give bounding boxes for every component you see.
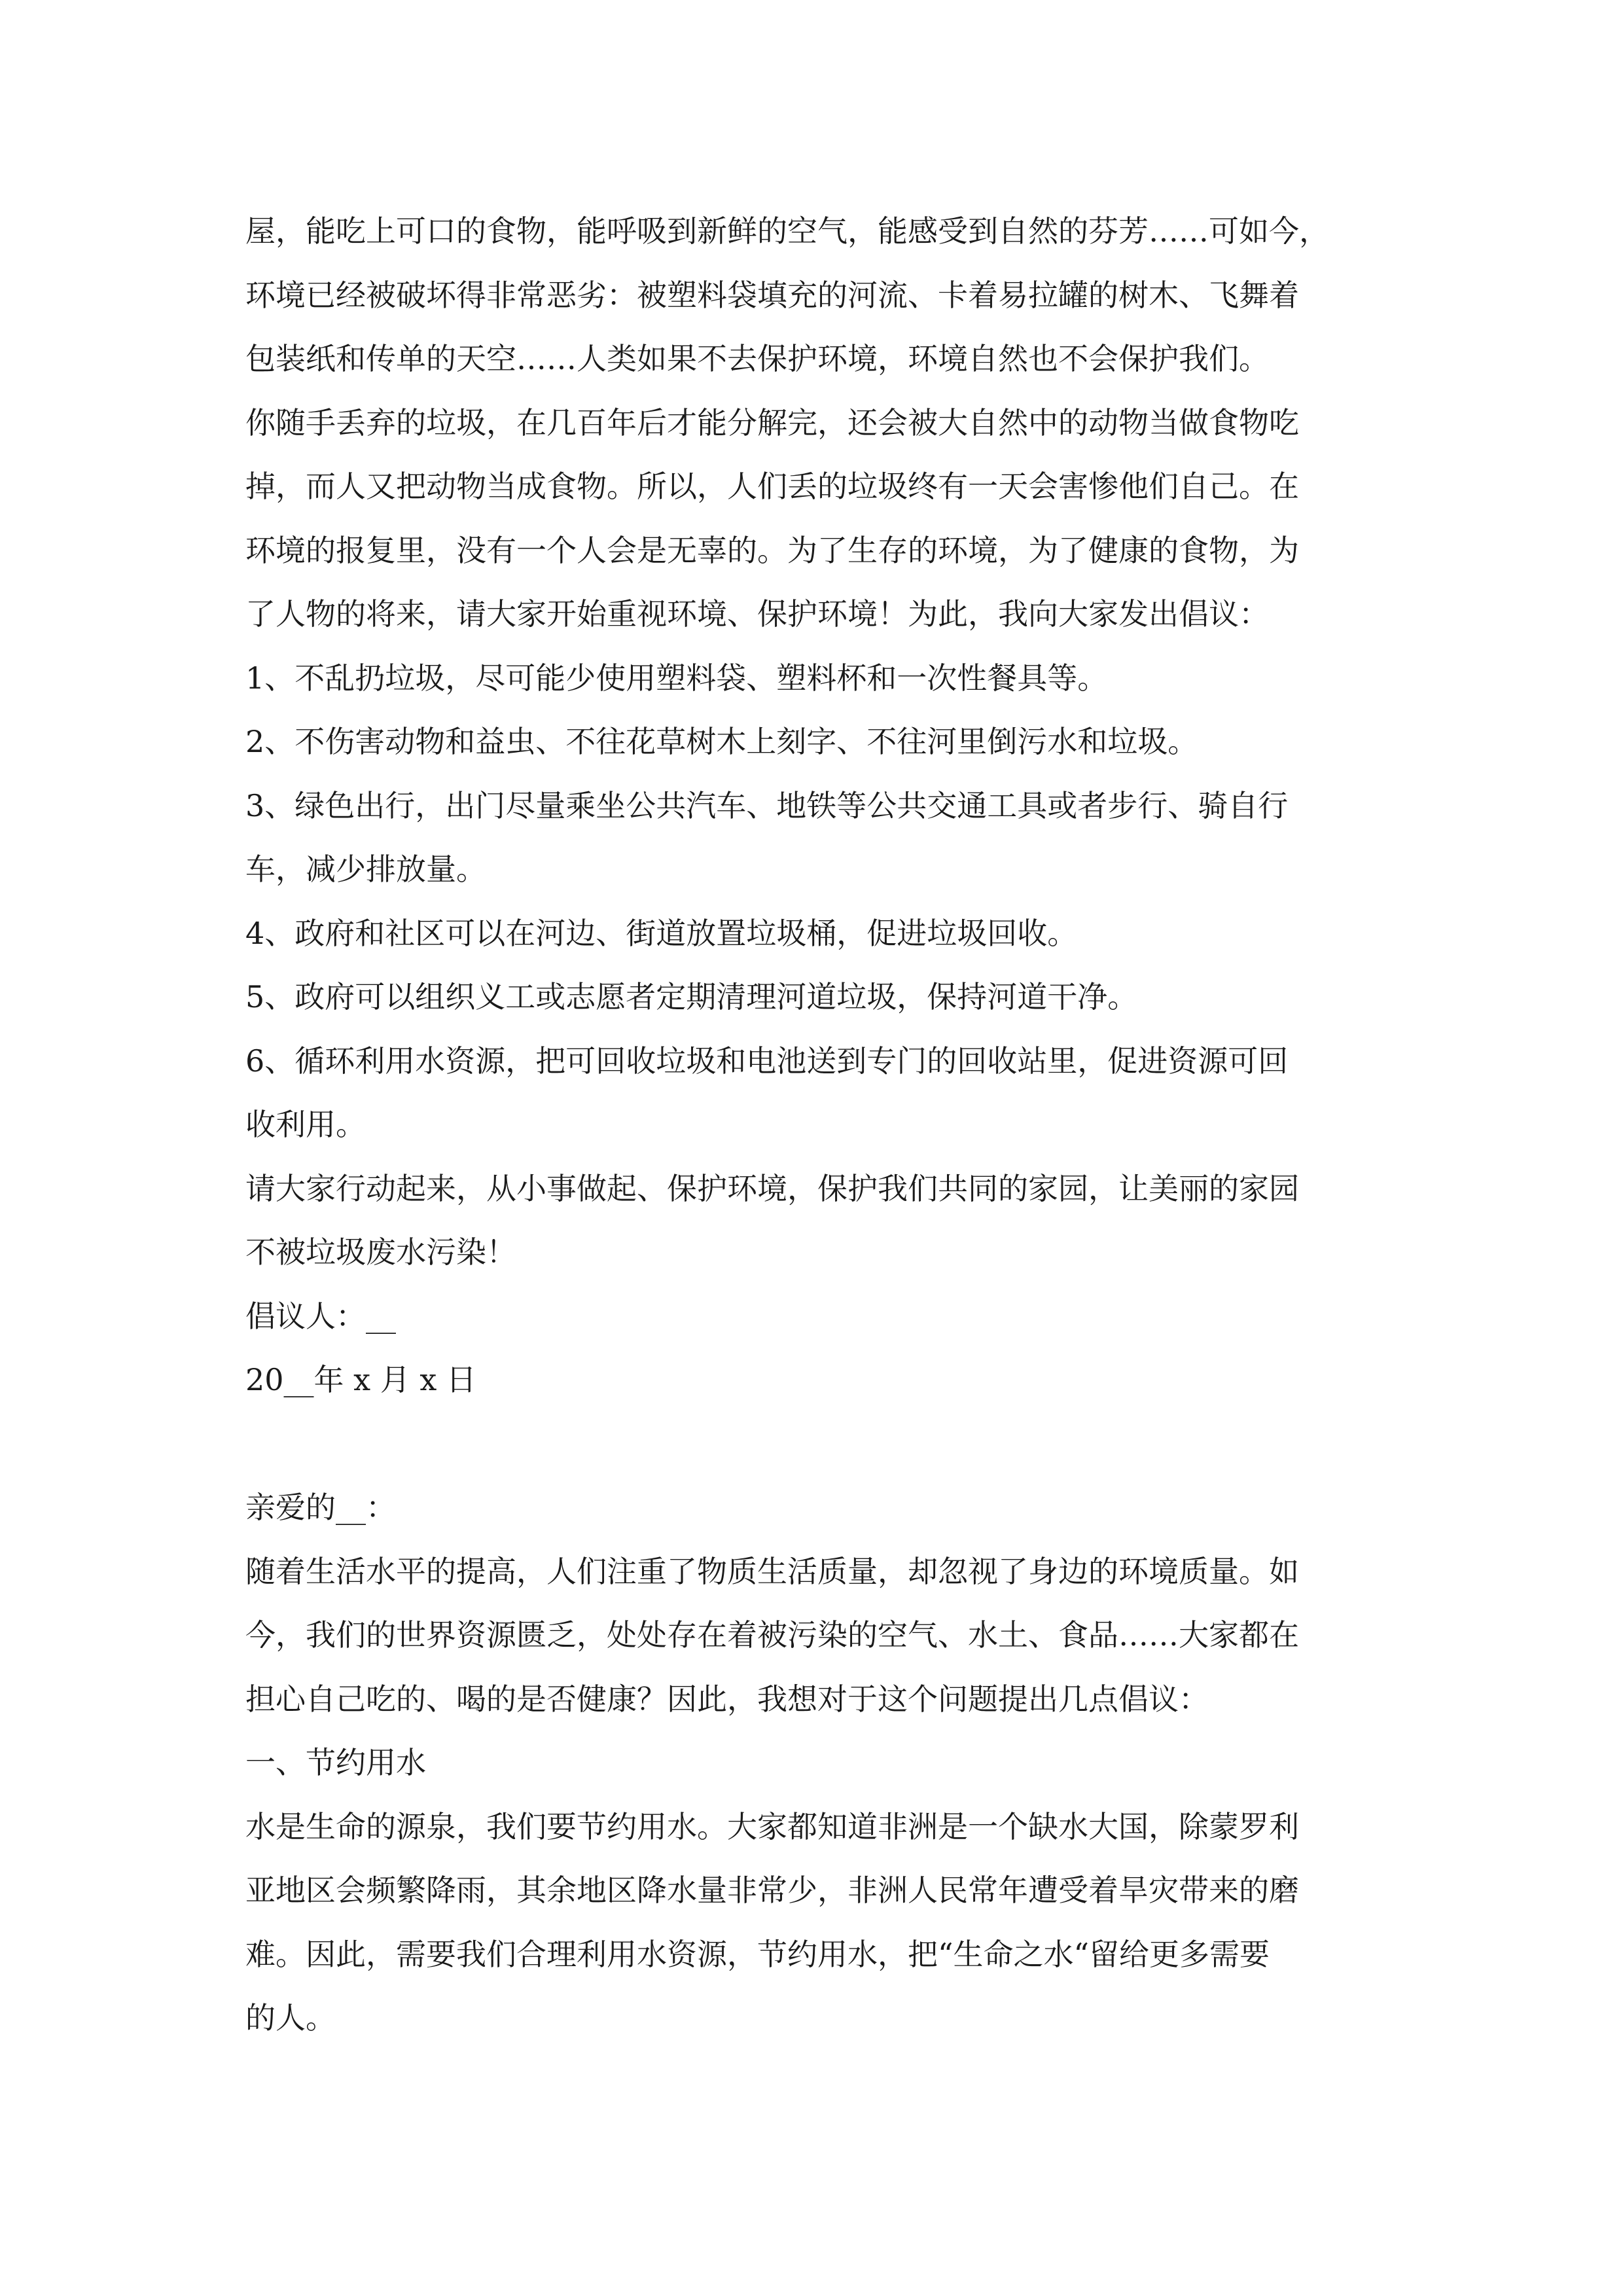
list-item-continuation: 收利用。 (245, 1107, 366, 1142)
text-line: 的人。 (245, 2000, 336, 2036)
text-line: 请大家行动起来，从小事做起、保护环境，保护我们共同的家园，让美丽的家园 (245, 1170, 1299, 1206)
text-line: 随着生活水平的提高，人们注重了物质生活质量，却忽视了身边的环境质量。如 (245, 1553, 1299, 1589)
date-line: 20__年 x 月 x 日 (245, 1362, 476, 1397)
list-item: 3、绿色出行，出门尽量乘坐公共汽车、地铁等公共交通工具或者步行、骑自行 (245, 787, 1289, 823)
section-heading: 一、节约用水 (245, 1745, 426, 1780)
text-line: 不被垃圾废水污染！ (245, 1234, 516, 1270)
text-line: 环境已经被破坏得非常恶劣：被塑料袋填充的河流、卡着易拉罐的树木、飞舞着 (245, 277, 1299, 313)
document-body (245, 200, 1430, 2051)
text-line: 环境的报复里，没有一个人会是无辜的。为了生存的环境，为了健康的食物，为 (245, 532, 1299, 568)
text-line: 担心自己吃的、喝的是否健康？因此，我想对于这个问题提出几点倡议： (245, 1681, 1209, 1717)
text-line: 水是生命的源泉，我们要节约用水。大家都知道非洲是一个缺水大国，除蒙罗利 (245, 1808, 1299, 1844)
blank-line (245, 1412, 1430, 1477)
list-item-continuation: 车，减少排放量。 (245, 852, 486, 887)
text-line: 屋，能吃上可口的食物，能呼吸到新鲜的空气，能感受到自然的芬芳……可如今， (245, 213, 1329, 249)
text-line: 今，我们的世界资源匮乏，处处存在着被污染的空气、水土、食品……大家都在 (245, 1617, 1299, 1653)
text-line: 亚地区会频繁降雨，其余地区降水量非常少，非洲人民常年遭受着旱灾带来的磨 (245, 1873, 1299, 1908)
list-item: 1、不乱扔垃圾，尽可能少使用塑料袋、塑料杯和一次性餐具等。 (245, 660, 1108, 696)
text-line: 了人物的将来，请大家开始重视环境、保护环境！为此，我向大家发出倡议： (245, 596, 1269, 632)
text-line: 包装纸和传单的天空……人类如果不去保护环境，环境自然也不会保护我们。 (245, 341, 1269, 376)
text-line: 掉，而人又把动物当成食物。所以，人们丢的垃圾终有一天会害惨他们自己。在 (245, 469, 1299, 504)
list-item: 6、循环利用水资源，把可回收垃圾和电池送到专门的回收站里，促进资源可回 (245, 1043, 1289, 1079)
list-item: 2、不伤害动物和益虫、不往花草树木上刻字、不往河里倒污水和垃圾。 (245, 724, 1198, 759)
text-line: 难。因此，需要我们合理利用水资源，节约用水，把“生命之水“留给更多需要 (245, 1936, 1270, 1972)
list-item: 5、政府可以组织义工或志愿者定期清理河道垃圾，保持河道干净。 (245, 979, 1138, 1014)
text-line: 你随手丢弃的垃圾，在几百年后才能分解完，还会被大自然中的动物当做食物吃 (245, 404, 1299, 440)
signature-line: 倡议人：__ (245, 1298, 396, 1334)
salutation: 亲爱的__： (245, 1490, 396, 1525)
list-item: 4、政府和社区可以在河边、街道放置垃圾桶，促进垃圾回收。 (245, 915, 1078, 951)
